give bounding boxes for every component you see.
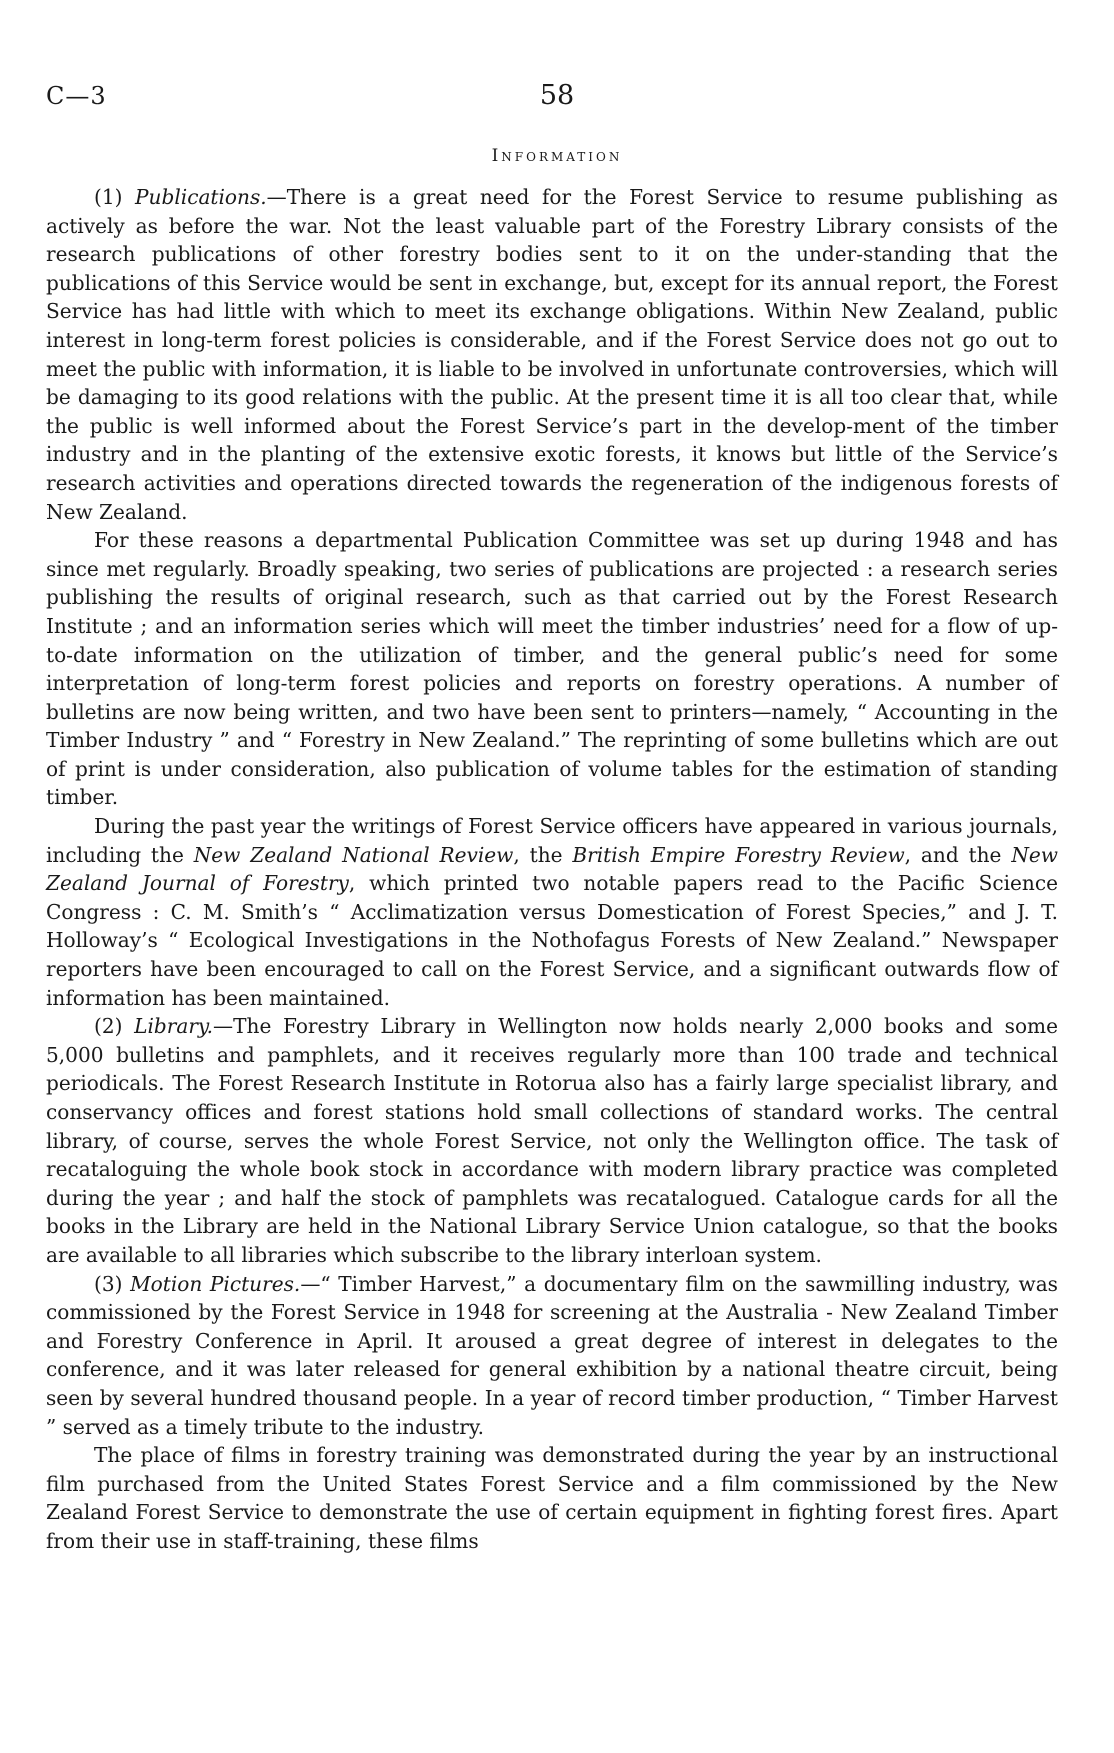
subheading-motion-pictures: Motion Pictures. — [130, 1271, 301, 1296]
subheading-library: Library. — [134, 1014, 214, 1039]
page-number: 58 — [539, 80, 575, 111]
document-reference: C—3 — [46, 82, 107, 110]
paragraph-library — [46, 1012, 1058, 1269]
journal-title: New Zealand National Review — [193, 842, 514, 867]
paragraph-journals — [46, 812, 1058, 1012]
paragraph-publications — [46, 183, 1058, 526]
paragraph-motion-pictures — [46, 1270, 1058, 1442]
paragraph-text: The place of films in forestry training was demonstrated during the year by an instructional film purchased from the United States Forest Service and a film commissioned by the New Zealand Forest Service to demonstrate the use of certain equipment in fighting forest fires. Apart from their use in staff-training, these films — [46, 1443, 1058, 1553]
paragraph-text: —There is a great need for the Forest Service to resume publishing as actively as before the war. Not the least valuable part of the Forestry Library consists of the research publications of other forestry bodies sent to it on the under-standing that the publications of this Service would be sent in exchange, but, except for its annual report, the Forest Service has had little with which to meet its exchange obligations. Within New Zealand, public interest in long-term forest policies is considerable, and if the Forest Service does not go out to meet the public with information, it is liable to be involved in unfortunate controversies, which will be damaging to its good relations with the public. At the present time it is all too clear that, while the public is well informed about the Forest Service’s part in the develop-ment of the timber industry and in the planting of the extensive exotic forests, it knows but little of the Service’s research activities and operations directed towards the regeneration of the indigenous forests of New Zealand. — [46, 185, 1058, 524]
section-title: Information — [491, 146, 623, 166]
paragraph-text: —“ Timber Harvest,” a documentary film on the sawmilling industry, was commissioned by the Forest Service in 1948 for screening at the Australia - New Zealand Timber and Forestry Conference in April. It aroused a great degree of interest in delegates to the conference, and it was later released for general exhibition by a national theatre circuit, being seen by several hundred thousand people. In a year of record timber production, “ Timber Harvest ” served as a timely tribute to the industry. — [46, 1271, 1058, 1439]
paragraph-number: (3) — [94, 1271, 131, 1296]
paragraph-films-training — [46, 1441, 1058, 1555]
paragraph-number: (2) — [94, 1014, 135, 1039]
paragraph-text: During the past year the writings of Forest Service officers have appeared in various journals, including the — [46, 814, 1058, 867]
paragraph-number: (1) — [94, 185, 136, 209]
paragraph-text: —The Forestry Library in Wellington now holds nearly 2,000 books and some 5,000 bulletins and pamphlets, and it receives regularly more than 100 trade and technical periodicals. The Forest Research Institute in Rotorua also has a fairly large specialist library, and conservancy offices and forest stations hold small collections of standard works. The central library, of course, serves the whole Forest Service, not only the Wellington office. The task of recataloguing the whole book stock in accordance with modern library practice was completed during the year ; and half the stock of pamphlets was recatalogued. Catalogue cards for all the books in the Library are held in the National Library Service Union catalogue, so that the books are available to all libraries which subscribe to the library interloan system. — [46, 1014, 1059, 1267]
body-text — [46, 183, 1058, 1556]
journal-title: New Zealand Journal of Forestry — [46, 842, 1058, 896]
journal-title: British Empire Forestry Review — [572, 842, 905, 867]
paragraph-publication-committee — [46, 526, 1058, 812]
subheading-publications: Publications. — [135, 185, 267, 209]
paragraph-text: , and the — [904, 842, 1012, 867]
paragraph-text: , which printed two notable papers read to the Pacific Science Congress : C. M. Smith’s “ Acclimatization versus Domestication of Forest Species,” and J. T. Holloway’s “ Ecological Investigations in the Nothofagus Forests of New Zealand.” Newspaper reporters have been encouraged to call on the Forest Service, and a significant outwards flow of information has been maintained. — [46, 871, 1058, 1010]
paragraph-text: For these reasons a departmental Publication Committee was set up during 1948 and has since met regularly. Broadly speaking, two series of publications are projected : a research series publishing the results of original research, such as that carried out by the Forest Research Institute ; and an information series which will meet the timber industries’ need for a flow of up-to-date information on the utilization of timber, and the general public’s need for some interpretation of long-term forest policies and reports on forestry operations. A number of bulletins are now being written, and two have been sent to printers—namely, “ Accounting in the Timber Industry ” and “ Forestry in New Zealand.” The reprinting of some bulletins which are out of print is under consideration, also publication of volume tables for the estimation of standing timber. — [46, 528, 1058, 810]
paragraph-text: , the — [513, 842, 573, 867]
